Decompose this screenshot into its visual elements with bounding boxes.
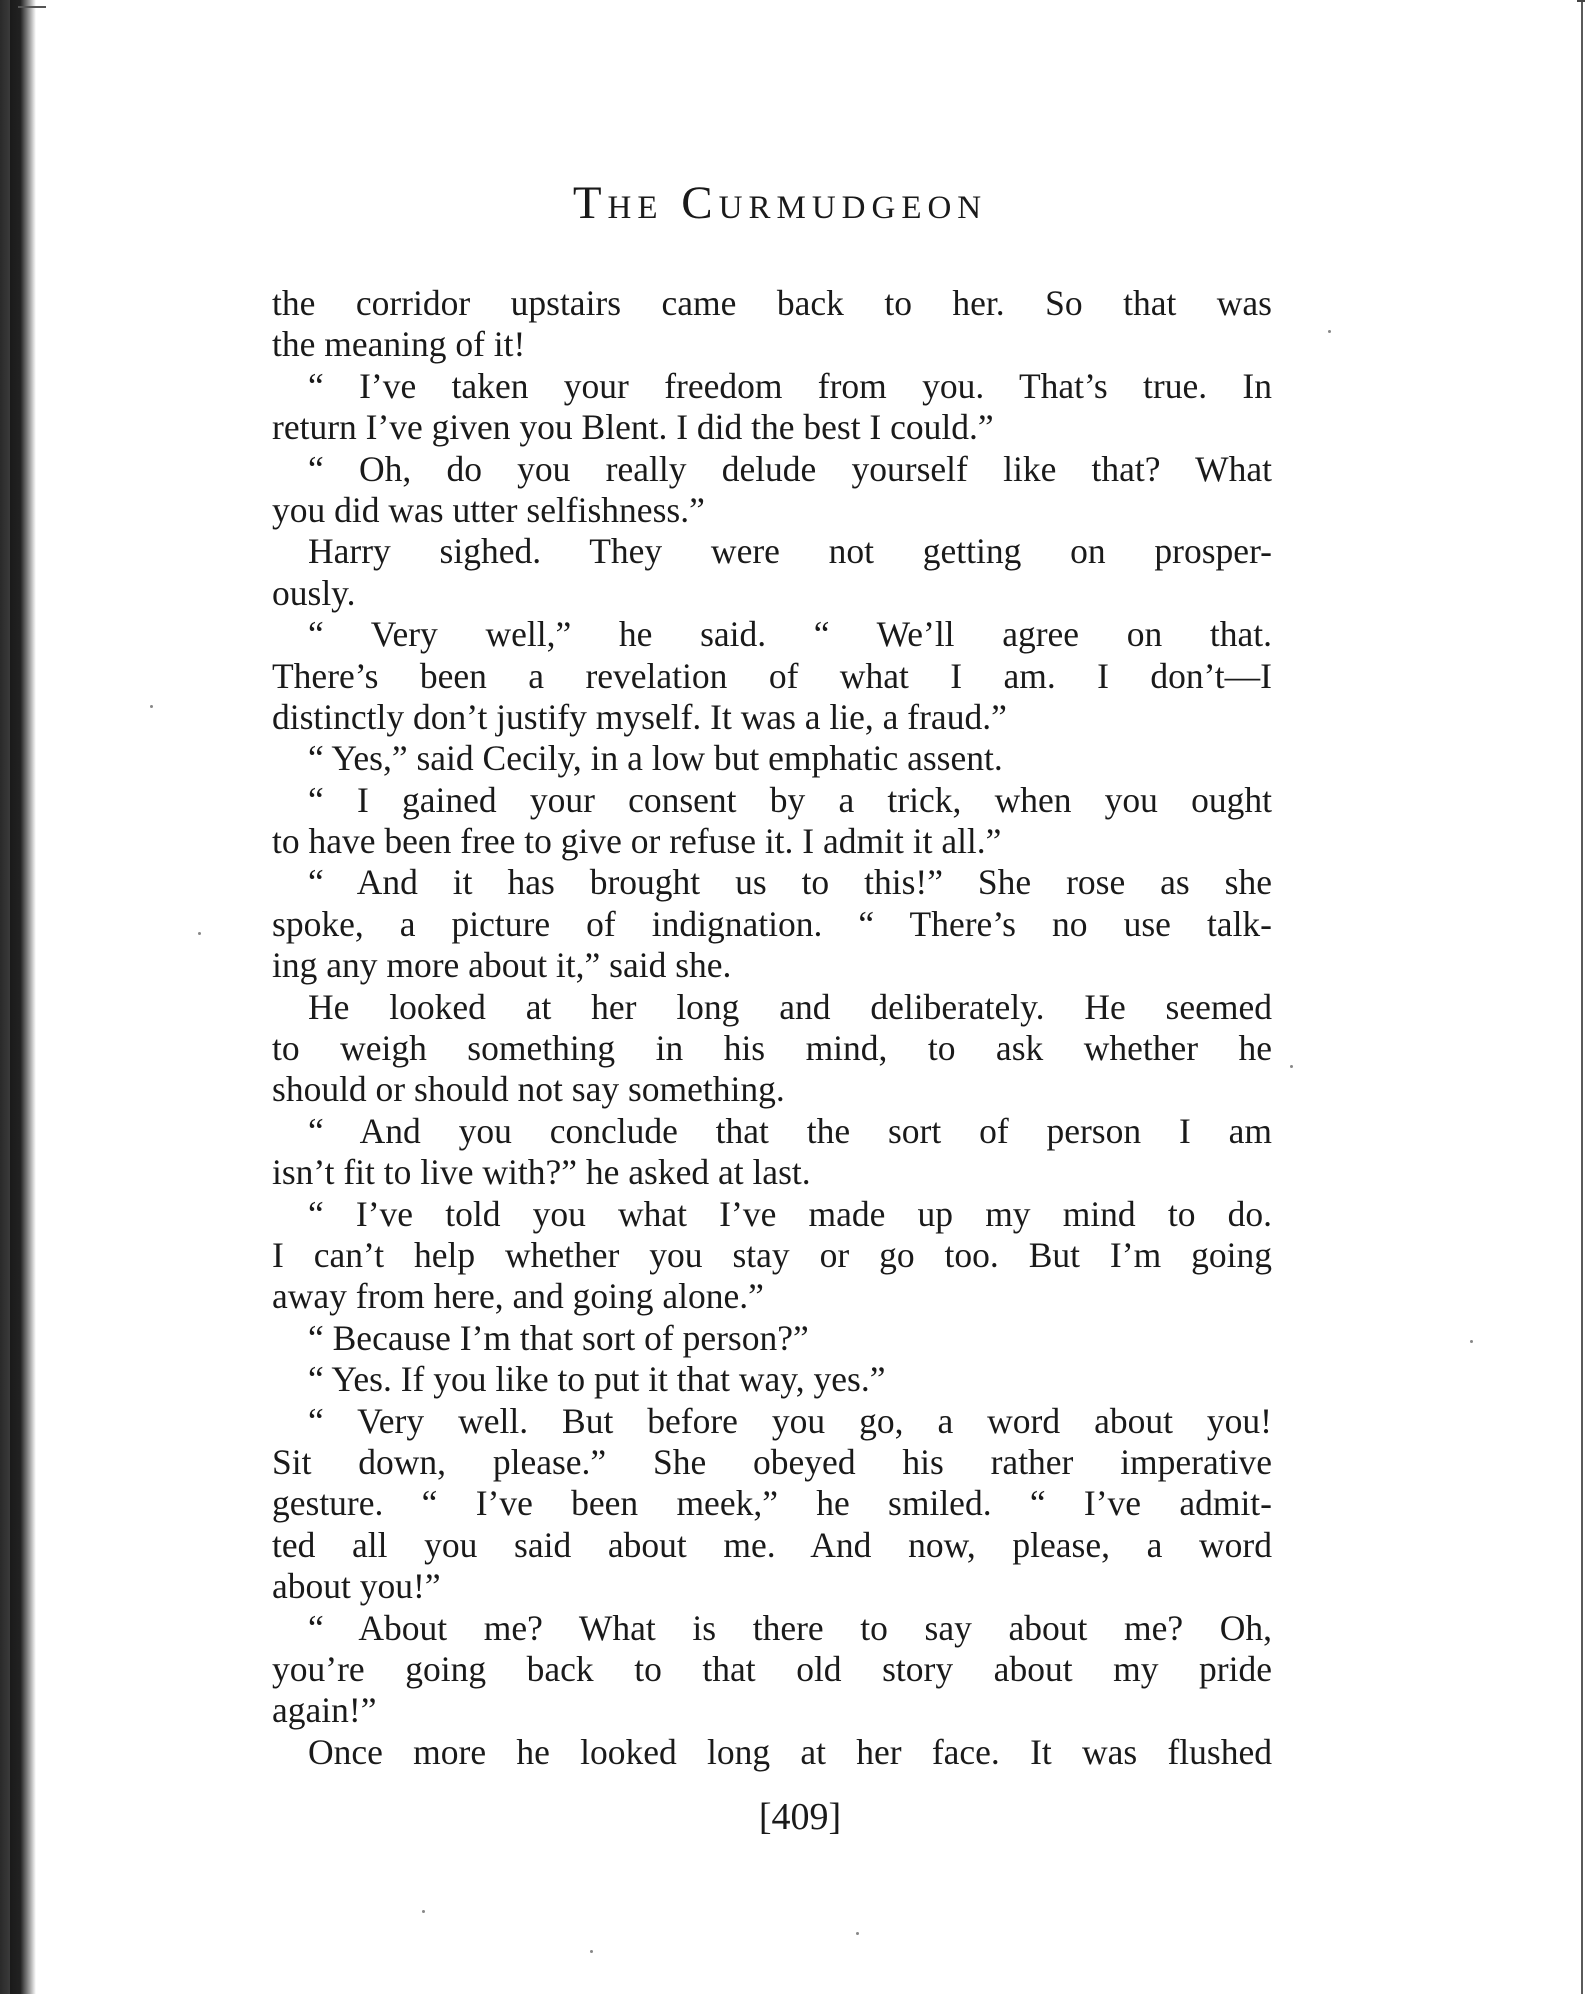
text-line: isn’t fit to live with?” he asked at last. xyxy=(272,1152,811,1193)
page-number: [409] xyxy=(758,1796,842,1838)
text-line: “ Very well,” he said. “ We’ll agree on that. xyxy=(308,614,1272,655)
page-binding-gutter xyxy=(10,0,36,1994)
text-line: There’s been a revelation of what I am. I don’t—I xyxy=(272,655,1272,696)
text-line: gesture. “ I’ve been meek,” he smiled. “ I’ve admit- xyxy=(272,1483,1272,1524)
scan-speck xyxy=(1470,1340,1473,1343)
text-line: should or should not say something. xyxy=(272,1069,785,1110)
text-line: ously. xyxy=(272,572,356,613)
text-line: “ And you conclude that the sort of person I am xyxy=(308,1110,1272,1151)
scan-speck xyxy=(1328,330,1331,333)
text-line: “ About me? What is there to say about me? Oh, xyxy=(308,1607,1272,1648)
scan-speck xyxy=(1290,1065,1293,1068)
scan-speck xyxy=(150,705,153,708)
text-line: to have been free to give or refuse it. I admit it all.” xyxy=(272,821,1002,862)
text-line: “ Oh, do you really delude yourself like that? What xyxy=(308,448,1272,489)
text-line: ing any more about it,” said she. xyxy=(272,945,732,986)
text-line: He looked at her long and deliberately. He seemed xyxy=(308,986,1272,1027)
text-line: about you!” xyxy=(272,1566,441,1607)
text-line: to weigh something in his mind, to ask whether he xyxy=(272,1028,1272,1069)
scan-corner-mark xyxy=(1577,0,1585,12)
text-line: “ I’ve taken your freedom from you. That’s true. In xyxy=(308,365,1272,406)
text-line: “ Because I’m that sort of person?” xyxy=(308,1317,809,1358)
text-line: the corridor upstairs came back to her. So that was xyxy=(272,283,1272,323)
running-head: The Curmudgeon xyxy=(572,177,988,229)
scan-edge-mark xyxy=(18,6,46,8)
text-line: return I’ve given you Blent. I did the best I could.” xyxy=(272,407,994,448)
text-line: the meaning of it! xyxy=(272,324,526,365)
text-line: ted all you said about me. And now, please, a word xyxy=(272,1524,1272,1565)
text-line: again!” xyxy=(272,1690,377,1731)
text-line: “ Yes,” said Cecily, in a low but emphatic assent. xyxy=(308,738,1003,779)
text-line: “ I gained your consent by a trick, when you ought xyxy=(308,779,1272,820)
text-line: distinctly don’t justify myself. It was a lie, a fraud.” xyxy=(272,696,1007,737)
page-right-edge xyxy=(1581,0,1583,1994)
text-line: you’re going back to that old story about my pride xyxy=(272,1648,1272,1689)
text-line: away from here, and going alone.” xyxy=(272,1276,764,1317)
scan-speck xyxy=(422,1910,425,1913)
scan-speck xyxy=(590,1950,593,1953)
text-line: spoke, a picture of indignation. “ There’s no use talk- xyxy=(272,903,1272,944)
text-line: Sit down, please.” She obeyed his rather imperative xyxy=(272,1441,1272,1482)
text-line: “ Very well. But before you go, a word about you! xyxy=(308,1400,1272,1441)
text-line: “ Yes. If you like to put it that way, yes.” xyxy=(308,1359,886,1400)
text-line: I can’t help whether you stay or go too. But I’m going xyxy=(272,1234,1272,1275)
scan-speck xyxy=(856,1932,859,1935)
text-line: Harry sighed. They were not getting on prosper- xyxy=(308,531,1272,572)
text-line: “ And it has brought us to this!” She rose as she xyxy=(308,862,1272,903)
text-line: you did was utter selfishness.” xyxy=(272,489,705,530)
body-text xyxy=(272,283,1272,1773)
text-line: Once more he looked long at her face. It was flushed xyxy=(308,1731,1272,1772)
text-line: “ I’ve told you what I’ve made up my mind to do. xyxy=(308,1193,1272,1234)
scan-speck xyxy=(198,932,201,935)
